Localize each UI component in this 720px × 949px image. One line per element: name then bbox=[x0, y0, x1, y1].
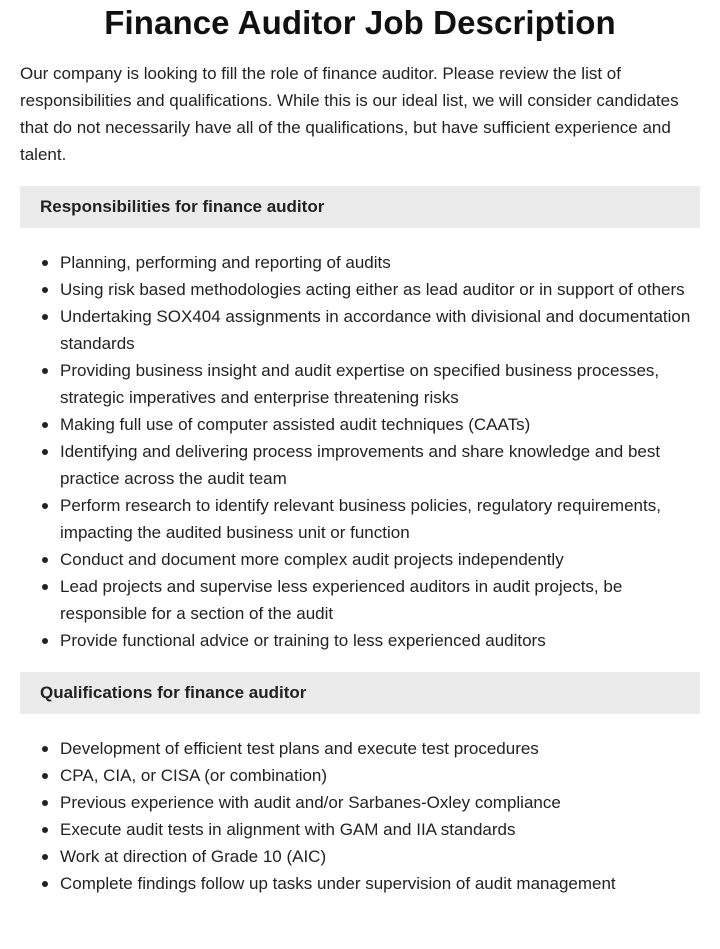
list-item bbox=[20, 249, 700, 276]
bullet-icon bbox=[42, 287, 48, 293]
list-item-text: Work at direction of Grade 10 (AIC) bbox=[60, 847, 327, 866]
list-item-text: Complete findings follow up tasks under supervision of audit management bbox=[60, 874, 616, 893]
qualifications-list bbox=[20, 735, 700, 897]
list-item bbox=[20, 762, 700, 789]
list-item bbox=[20, 492, 700, 546]
list-item-text: Lead projects and supervise less experienced auditors in audit projects, be responsible for a section of the audit bbox=[60, 577, 623, 623]
list-item-text: Conduct and document more complex audit projects independently bbox=[60, 550, 564, 569]
list-item bbox=[20, 627, 700, 654]
bullet-icon bbox=[42, 773, 48, 779]
bullet-icon bbox=[42, 746, 48, 752]
intro-paragraph: Our company is looking to fill the role of finance auditor. Please review the list of responsibilities and qualifications. While this is our ideal list, we will consider candidates that do not necessarily have all of the qualifications, but have sufficient experience and talent. bbox=[20, 64, 679, 164]
bullet-icon bbox=[42, 449, 48, 455]
bullet-icon bbox=[42, 854, 48, 860]
list-item-text: Identifying and delivering process improvements and share knowledge and best practice across the audit team bbox=[60, 442, 661, 488]
bullet-icon bbox=[42, 827, 48, 833]
bullet-icon bbox=[42, 638, 48, 644]
list-item bbox=[20, 789, 700, 816]
list-item bbox=[20, 735, 700, 762]
list-item-text: Using risk based methodologies acting either as lead auditor or in support of others bbox=[60, 280, 685, 299]
list-item bbox=[20, 411, 700, 438]
list-item bbox=[20, 357, 700, 411]
bullet-icon bbox=[42, 368, 48, 374]
page-title: Finance Auditor Job Description bbox=[104, 4, 616, 41]
bullet-icon bbox=[42, 260, 48, 266]
list-item-text: Undertaking SOX404 assignments in accordance with divisional and documentation standards bbox=[60, 307, 691, 353]
list-item-text: Providing business insight and audit expertise on specified business processes, strategic imperatives and enterprise threatening risks bbox=[60, 361, 660, 407]
list-item-text: Making full use of computer assisted audit techniques (CAATs) bbox=[60, 415, 531, 434]
bullet-icon bbox=[42, 584, 48, 590]
qualifications-heading: Qualifications for finance auditor bbox=[20, 672, 700, 714]
list-item bbox=[20, 843, 700, 870]
list-item bbox=[20, 276, 700, 303]
list-item bbox=[20, 438, 700, 492]
list-item bbox=[20, 303, 700, 357]
bullet-icon bbox=[42, 557, 48, 563]
list-item-text: Perform research to identify relevant business policies, regulatory requirements, impacting the audited business unit or function bbox=[60, 496, 661, 542]
list-item-text: Previous experience with audit and/or Sarbanes-Oxley compliance bbox=[60, 793, 561, 812]
list-item bbox=[20, 870, 700, 897]
bullet-icon bbox=[42, 503, 48, 509]
bullet-icon bbox=[42, 314, 48, 320]
list-item-text: Provide functional advice or training to less experienced auditors bbox=[60, 631, 546, 650]
list-item bbox=[20, 816, 700, 843]
list-item-text: Execute audit tests in alignment with GAM and IIA standards bbox=[60, 820, 516, 839]
list-item bbox=[20, 546, 700, 573]
list-item-text: Development of efficient test plans and execute test procedures bbox=[60, 739, 539, 758]
list-item bbox=[20, 573, 700, 627]
bullet-icon bbox=[42, 800, 48, 806]
responsibilities-heading: Responsibilities for finance auditor bbox=[20, 186, 700, 228]
list-item-text: Planning, performing and reporting of audits bbox=[60, 253, 391, 272]
responsibilities-list bbox=[20, 249, 700, 654]
bullet-icon bbox=[42, 881, 48, 887]
list-item-text: CPA, CIA, or CISA (or combination) bbox=[60, 766, 328, 785]
bullet-icon bbox=[42, 422, 48, 428]
